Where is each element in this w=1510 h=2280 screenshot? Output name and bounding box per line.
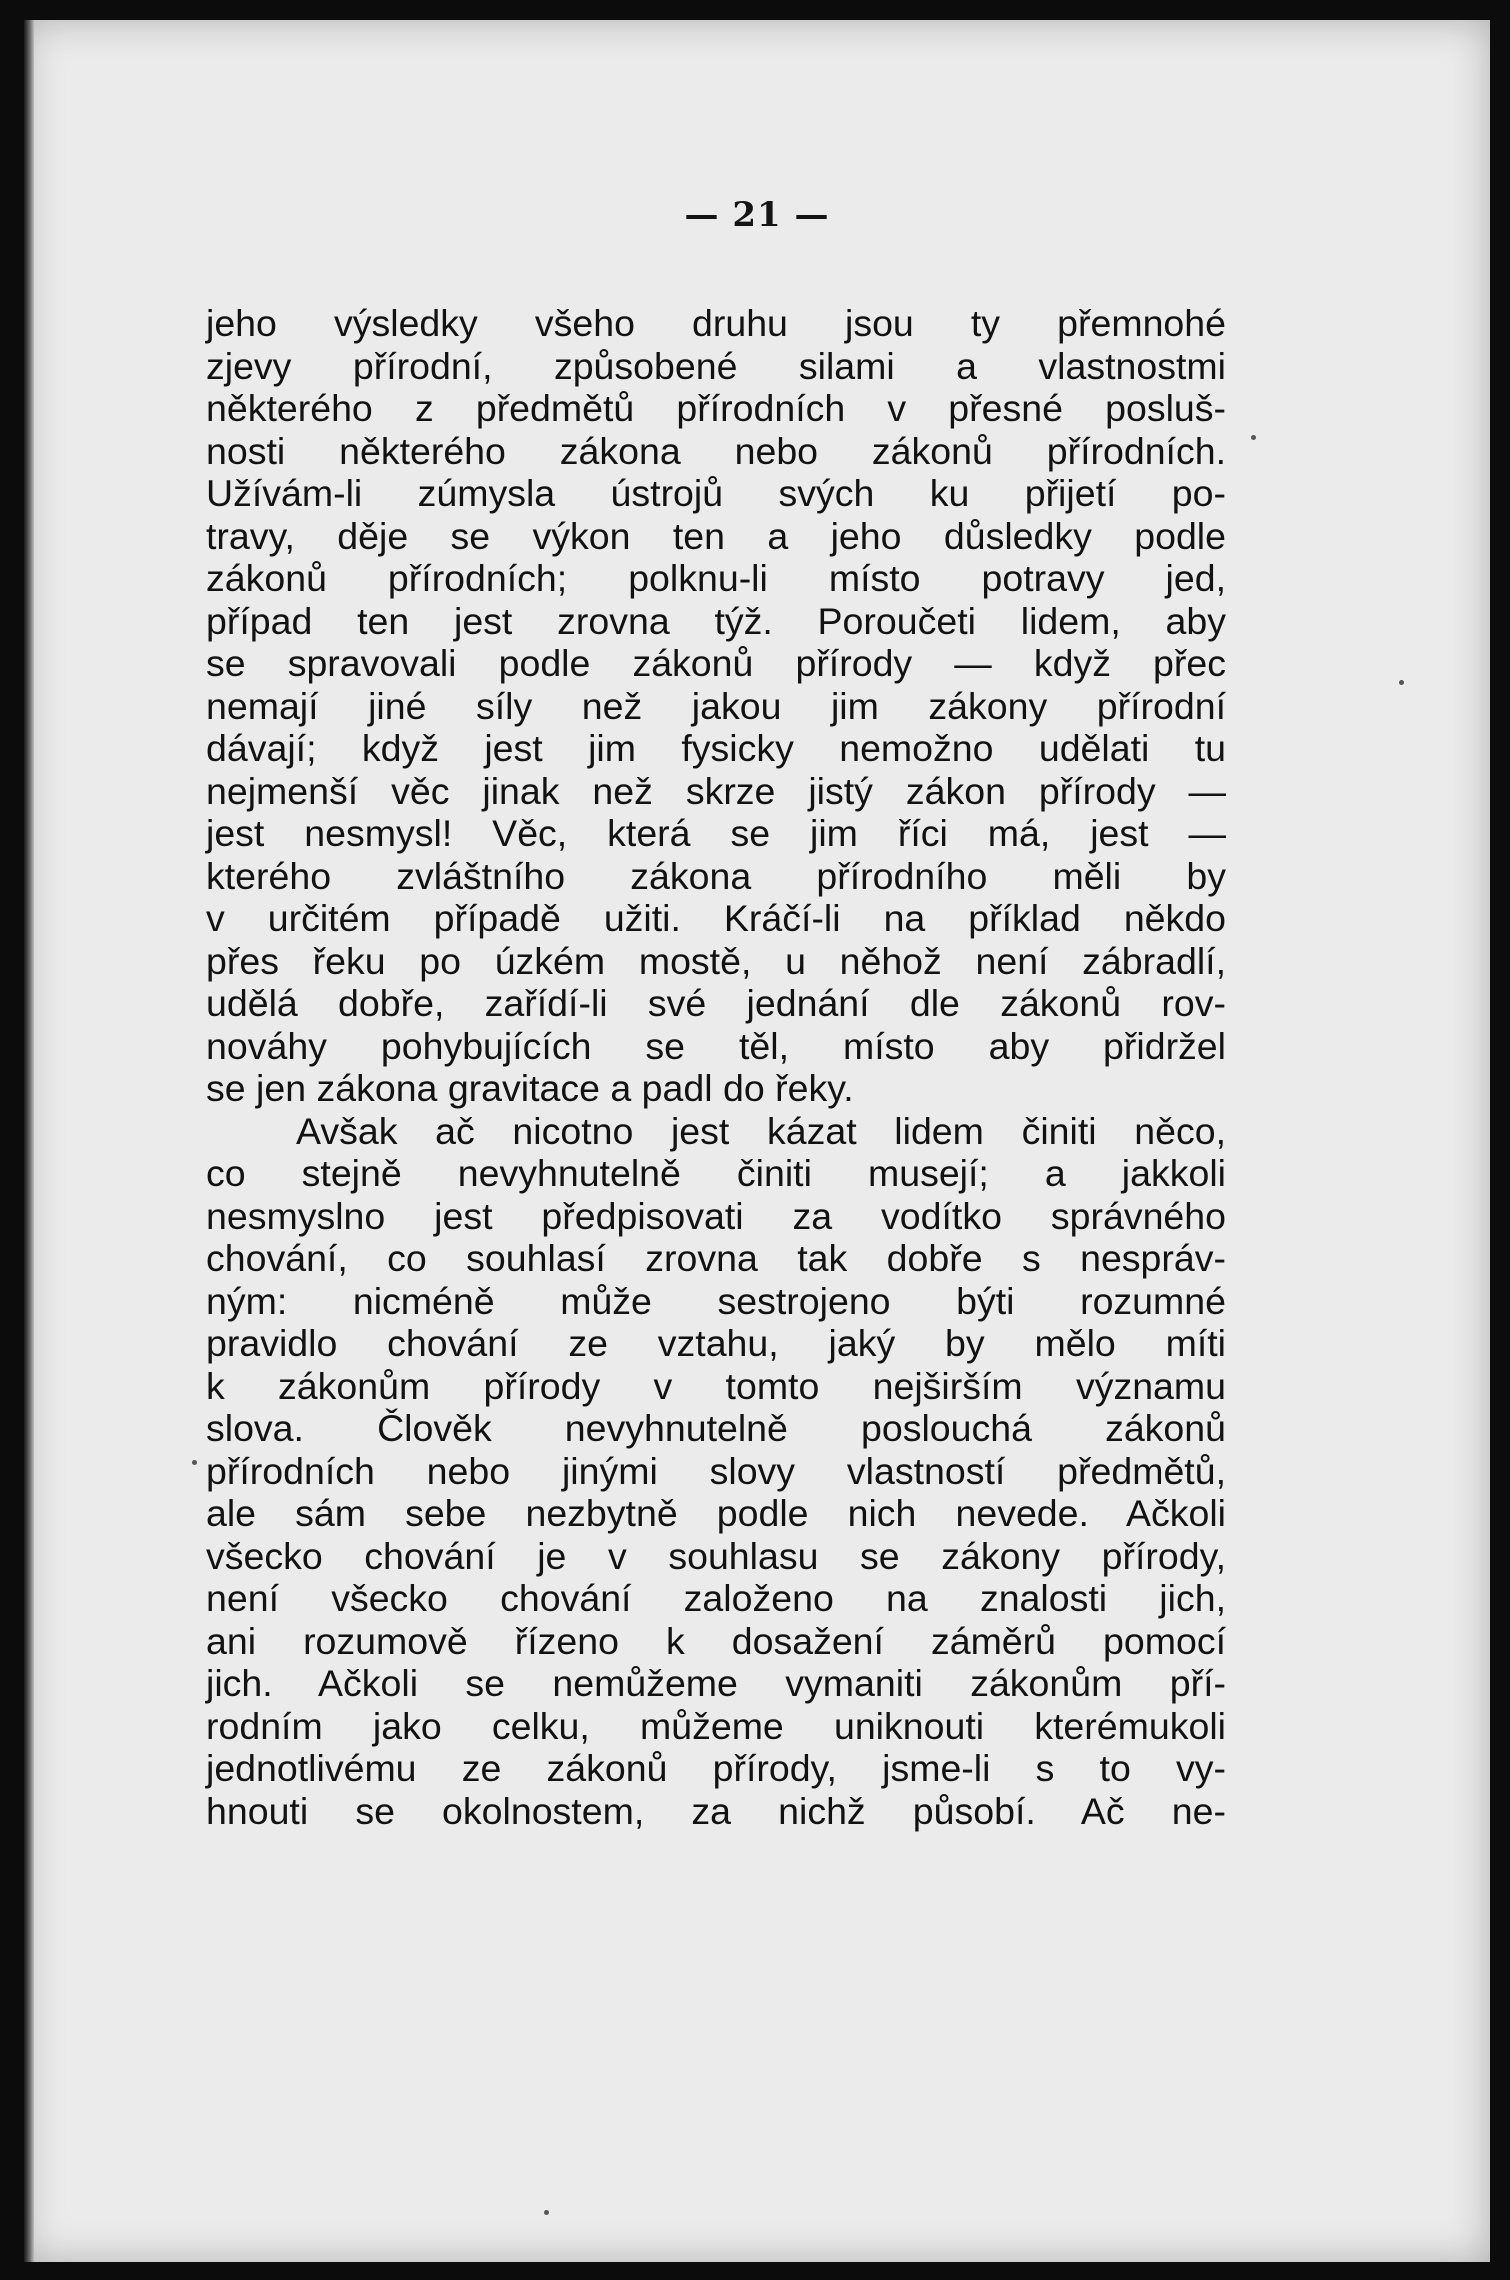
text-line: nejmenší věc jinak než skrze jistý zákon přírody — [206, 769, 1226, 812]
text-line: některého z předmětů přírodních v přesné posluš- [206, 387, 1226, 429]
text-line: jich. Ačkoli se nemůžeme vymaniti zákonům pří- [206, 1662, 1226, 1704]
text-line: přírodních nebo jinými slovy vlastností předmětů, [206, 1449, 1226, 1492]
text-line: slova. Člověk nevyhnutelně poslouchá zákonů [206, 1407, 1226, 1449]
paragraph-end-line: se jen zákona gravitace a padl do řeky. [206, 1067, 854, 1109]
text-line: pravidlo chování ze vztahu, jaký by mělo míti [206, 1322, 1226, 1364]
text-line: není všecko chování založeno na znalosti jich, [206, 1577, 1226, 1619]
text-line: co stejně nevyhnutelně činiti musejí; a jakkoli [206, 1152, 1226, 1194]
text-line: ale sám sebe nezbytně podle nich nevede. Ačkoli [206, 1492, 1226, 1534]
text-line: Užívám-li zúmysla ústrojů svých ku přijetí po- [206, 472, 1226, 514]
paper-speck [192, 1460, 197, 1465]
text-line: nosti některého zákona nebo zákonů přírodních. [206, 429, 1226, 472]
book-page [24, 20, 1490, 2262]
text-line: nemají jiné síly než jakou jim zákony přírodní [206, 684, 1226, 727]
paragraph-start-line: Avšak ač nicotno jest kázat lidem činiti něco, [296, 1109, 1226, 1152]
paper-speck [1251, 435, 1256, 440]
text-line: kterého zvláštního zákona přírodního měli by [206, 854, 1226, 897]
text-line: jednotlivému ze zákonů přírody, jsme-li s to vy- [206, 1747, 1226, 1789]
page-number: — 21 — [684, 195, 830, 235]
text-line: jeho výsledky všeho druhu jsou ty přemnohé [206, 302, 1226, 344]
text-line: všecko chování je v souhlasu se zákony přírody, [206, 1534, 1226, 1577]
text-line: v určitém případě užiti. Kráčí-li na příklad někdo [206, 897, 1226, 939]
text-line: dávají; když jest jim fysicky nemožno udělati tu [206, 727, 1226, 769]
body-text [206, 302, 1226, 1832]
text-line: k zákonům přírody v tomto nejširším významu [206, 1364, 1226, 1407]
text-line: zjevy přírodní, způsobené silami a vlastnostmi [206, 344, 1226, 387]
text-line: rodním jako celku, můžeme uniknouti kterémukoli [206, 1704, 1226, 1747]
text-line: se spravovali podle zákonů přírody — když přec [206, 642, 1226, 684]
text-line: přes řeku po úzkém mostě, u něhož není zábradlí, [206, 939, 1226, 982]
text-line: jest nesmysl! Věc, která se jim říci má, jest — [206, 812, 1226, 854]
text-line: udělá dobře, zařídí-li své jednání dle zákonů rov- [206, 982, 1226, 1024]
text-line: travy, děje se výkon ten a jeho důsledky podle [206, 514, 1226, 557]
paper-speck [544, 2210, 549, 2215]
text-line: ným: nicméně může sestrojeno býti rozumné [206, 1279, 1226, 1322]
text-line: ani rozumově řízeno k dosažení záměrů pomocí [206, 1619, 1226, 1662]
text-line: chování, co souhlasí zrovna tak dobře s nespráv- [206, 1237, 1226, 1279]
paper-speck [1399, 680, 1404, 685]
page-spine-edge [24, 20, 34, 2262]
text-line: nováhy pohybujících se těl, místo aby přidržel [206, 1024, 1226, 1067]
text-line: případ ten jest zrovna týž. Poroučeti lidem, aby [206, 599, 1226, 642]
text-line: hnouti se okolnostem, za nichž působí. Ač ne- [206, 1789, 1226, 1832]
text-line: nesmyslno jest předpisovati za vodítko správného [206, 1194, 1226, 1237]
text-line: zákonů přírodních; polknu-li místo potravy jed, [206, 557, 1226, 599]
